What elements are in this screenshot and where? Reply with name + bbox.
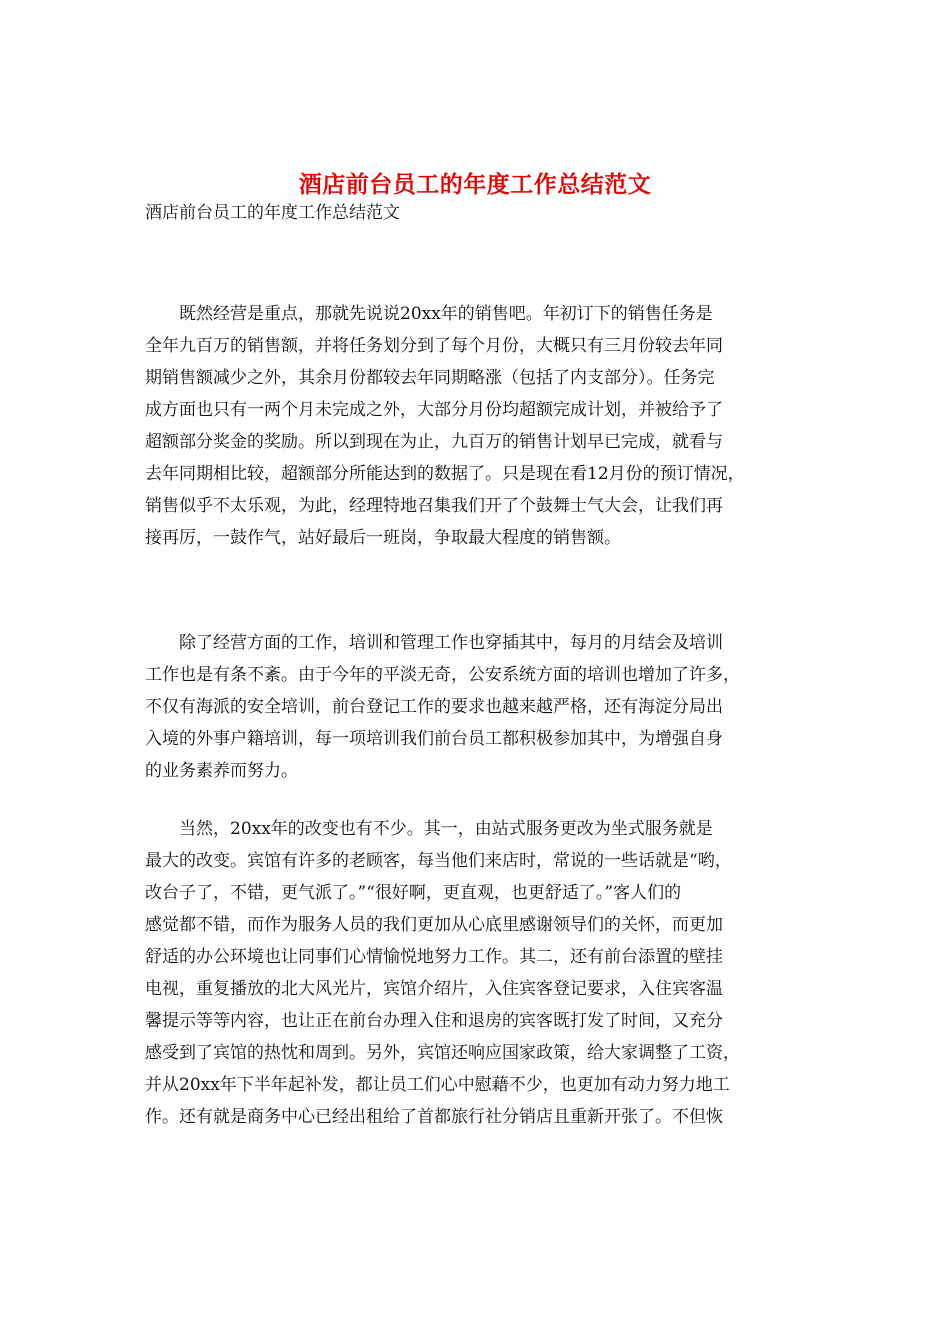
text-line: 改台子了，不错，更气派了。”“很好啊，更直观，也更舒适了。”客人们的 bbox=[145, 883, 682, 903]
page-title: 酒店前台员工的年度工作总结范文 bbox=[298, 171, 652, 199]
text-line: 舒适的办公环境也让同事们心情愉悦地努力工作。其二，还有前台添置的壁挂 bbox=[145, 947, 723, 967]
text-line: 接再厉，一鼓作气，站好最后一班岗，争取最大程度的销售额。 bbox=[145, 528, 621, 548]
text-line: 除了经营方面的工作，培训和管理工作也穿插其中，每月的月结会及培训 bbox=[145, 633, 723, 653]
text-line: 既然经营是重点，那就先说说20xx年的销售吧。年初订下的销售任务是 bbox=[145, 304, 713, 324]
text-line: 馨提示等等内容，也让正在前台办理入住和退房的宾客既打发了时间，又充分 bbox=[145, 1011, 723, 1031]
text-line: 当然，20xx年的改变也有不少。其一，由站式服务更改为坐式服务就是 bbox=[145, 819, 713, 839]
text-line: 超额部分奖金的奖励。所以到现在为止，九百万的销售计划早已完成，就看与 bbox=[145, 432, 723, 452]
text-line: 感受到了宾馆的热忱和周到。另外，宾馆还响应国家政策，给大家调整了工资， bbox=[145, 1043, 740, 1063]
text-line: 作。还有就是商务中心已经出租给了首都旅行社分销店且重新开张了。不但恢 bbox=[145, 1107, 723, 1127]
paragraph-training bbox=[145, 627, 815, 787]
text-line: 的业务素养而努力。 bbox=[145, 761, 298, 781]
text-line: 最大的改变。宾馆有许多的老顾客，每当他们来店时，常说的一些话就是“哟， bbox=[145, 851, 732, 871]
text-line: 电视，重复播放的北大风光片，宾馆介绍片，入住宾客登记要求，入住宾客温 bbox=[145, 979, 723, 999]
text-line: 不仅有海派的安全培训，前台登记工作的要求也越来越严格，还有海淀分局出 bbox=[145, 697, 723, 717]
paragraph-sales bbox=[145, 298, 815, 554]
text-line: 成方面也只有一两个月未完成之外，大部分月份均超额完成计划，并被给予了 bbox=[145, 400, 723, 420]
paragraph-changes bbox=[145, 813, 815, 1133]
text-line: 入境的外事户籍培训，每一项培训我们前台员工都积极参加其中，为增强自身 bbox=[145, 729, 723, 749]
text-line: 感觉都不错，而作为服务人员的我们更加从心底里感谢领导们的关怀，而更加 bbox=[145, 915, 723, 935]
text-line: 工作也是有条不紊。由于今年的平淡无奇，公安系统方面的培训也增加了许多， bbox=[145, 665, 740, 685]
text-line: 期销售额减少之外，其余月份都较去年同期略涨（包括了内支部分）。任务完 bbox=[145, 368, 715, 388]
text-line: 去年同期相比较，超额部分所能达到的数据了。只是现在看12月份的预订情况， bbox=[145, 464, 745, 484]
text-line: 全年九百万的销售额，并将任务划分到了每个月份，大概只有三月份较去年同 bbox=[145, 336, 723, 356]
text-line: 销售似乎不太乐观，为此，经理特地召集我们开了个鼓舞士气大会，让我们再 bbox=[145, 496, 723, 516]
document-subtitle: 酒店前台员工的年度工作总结范文 bbox=[145, 203, 400, 223]
text-line: 并从20xx年下半年起补发，都让员工们心中慰藉不少，也更加有动力努力地工 bbox=[145, 1075, 730, 1095]
